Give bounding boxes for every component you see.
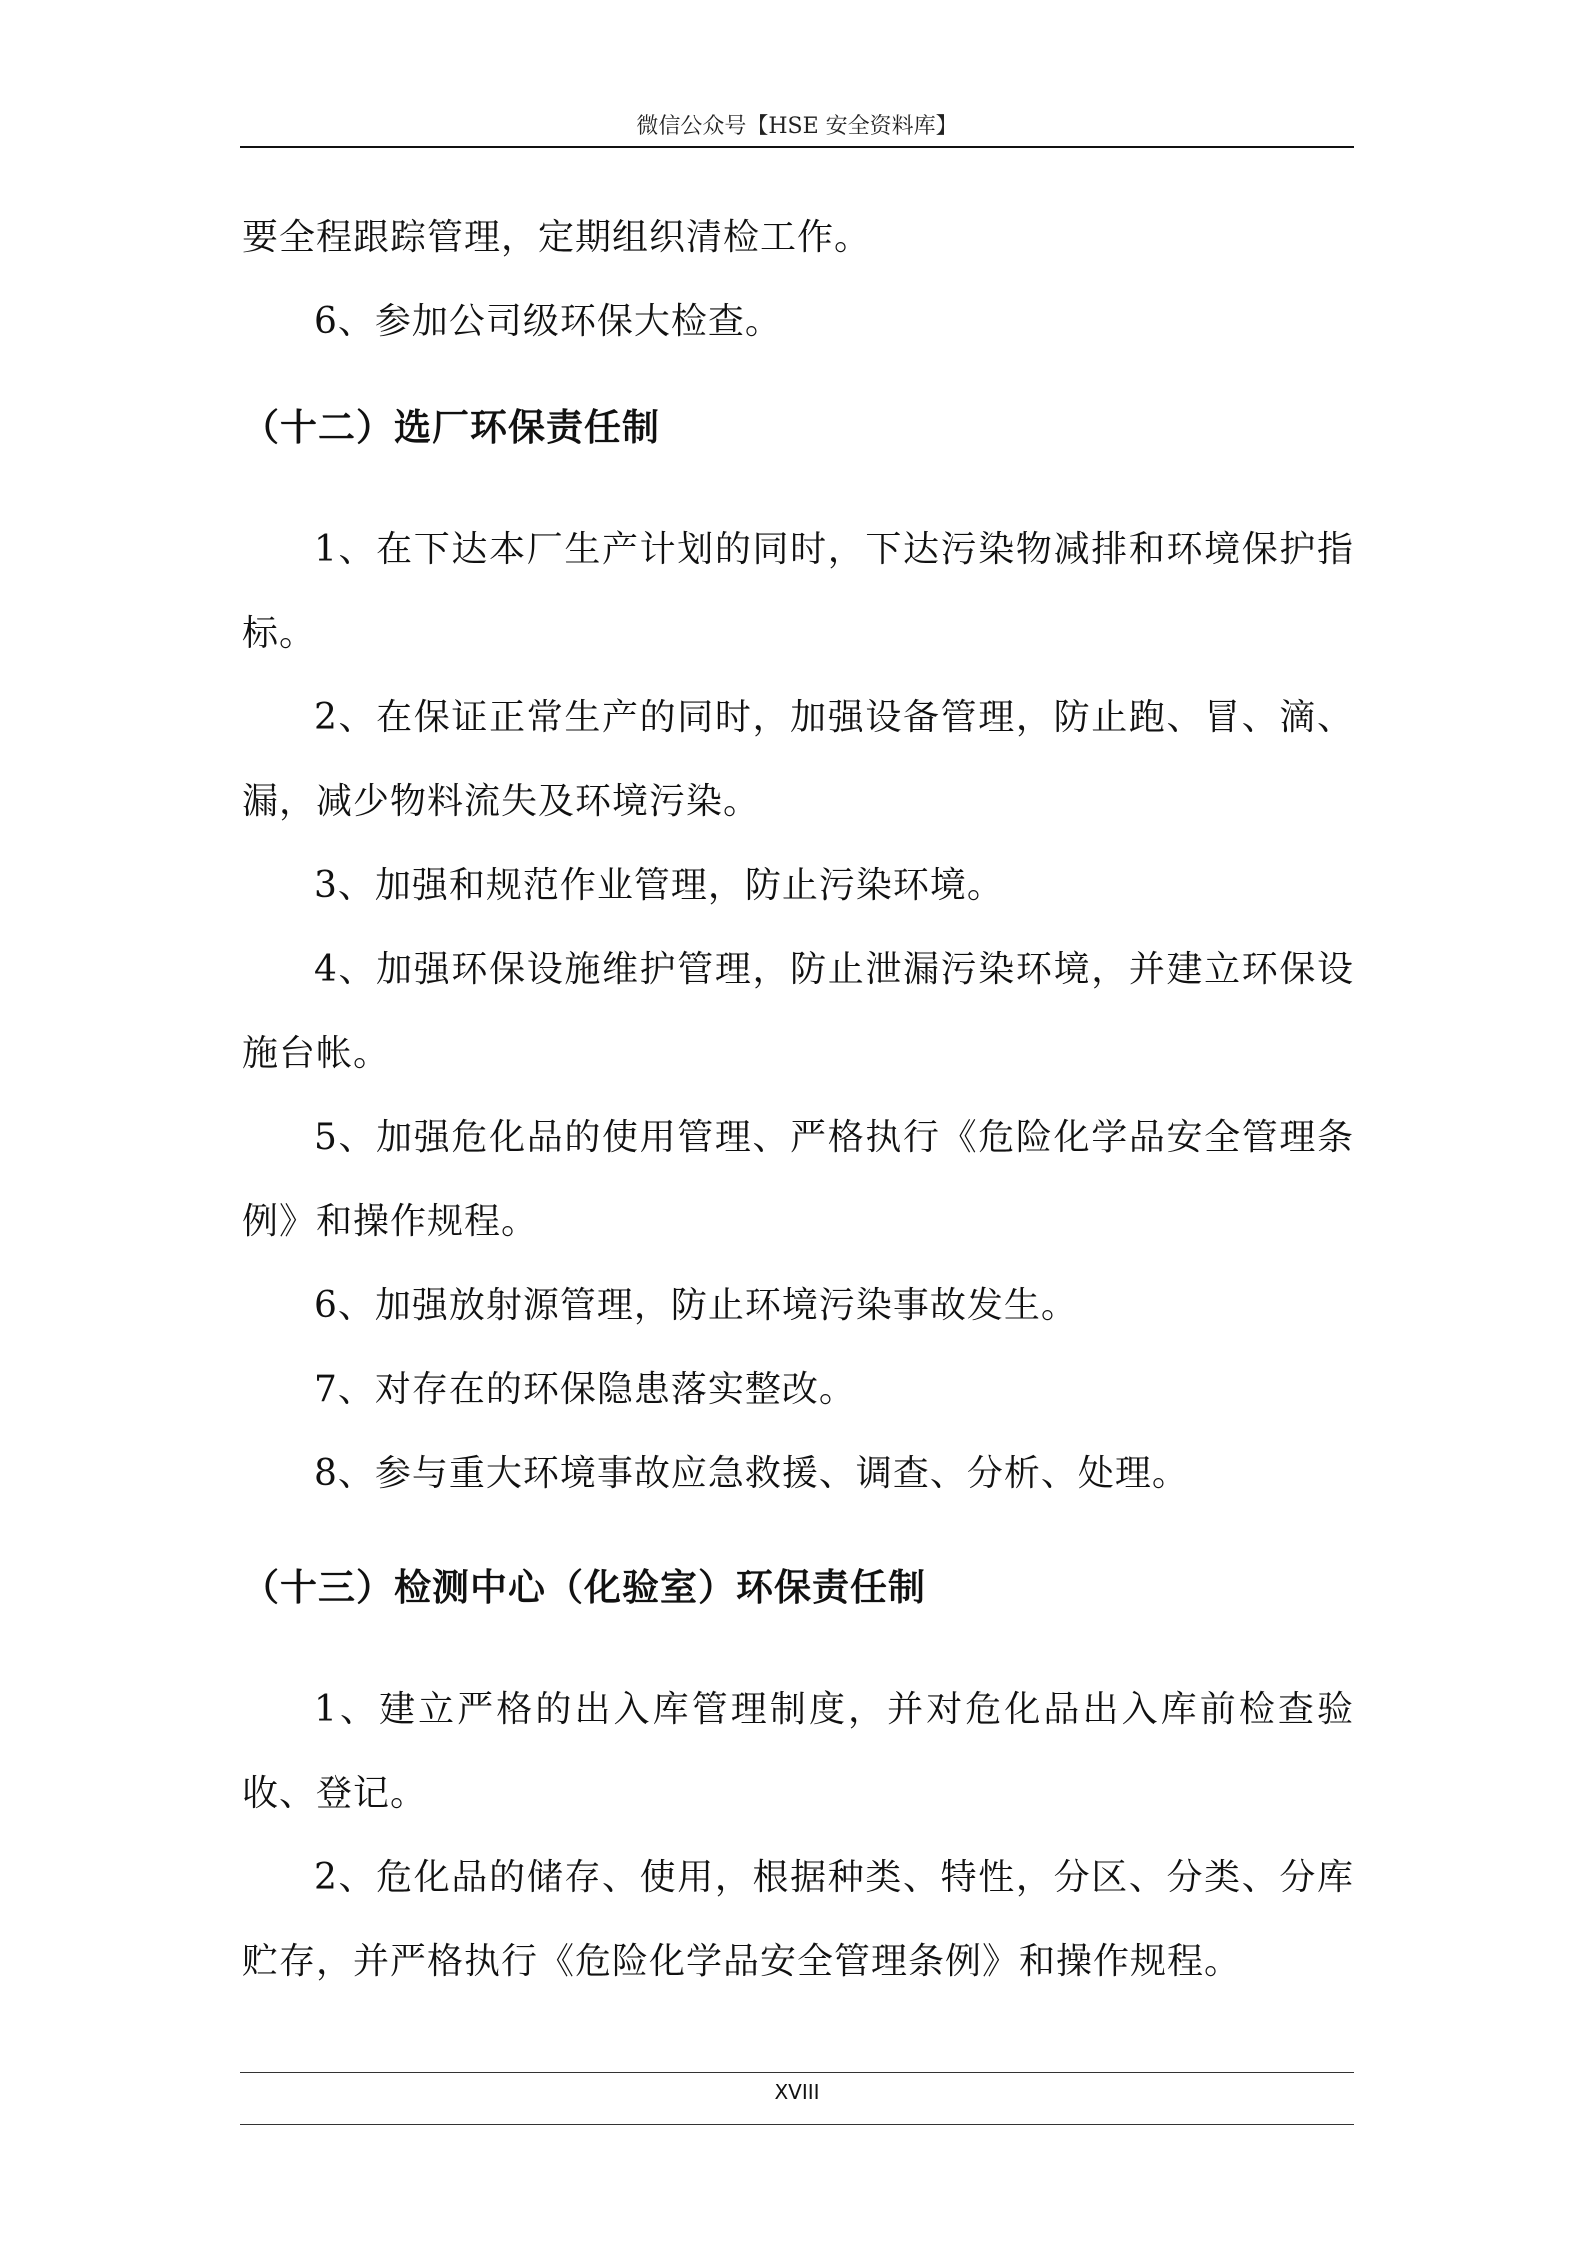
document-body: [242, 196, 1354, 2004]
list-item: 1、在下达本厂生产计划的同时，下达污染物减排和环境保护指标。: [242, 529, 1354, 654]
list-item: 8、参与重大环境事故应急救援、调查、分析、处理。: [314, 1453, 1189, 1494]
paragraph: 6、参加公司级环保大检查。: [314, 301, 782, 342]
footer-divider-top: [240, 2072, 1354, 2073]
list-item: 2、在保证正常生产的同时，加强设备管理，防止跑、冒、滴、漏，减少物料流失及环境污染。: [242, 697, 1354, 822]
paragraph-continuation: 要全程跟踪管理，定期组织清检工作。: [242, 217, 872, 258]
header-divider: [240, 146, 1354, 148]
list-item: 5、加强危化品的使用管理、严格执行《危险化学品安全管理条例》和操作规程。: [242, 1117, 1354, 1242]
list-item: 6、加强放射源管理，防止环境污染事故发生。: [314, 1285, 1078, 1326]
list-item: 1、建立严格的出入库管理制度，并对危化品出入库前检查验收、登记。: [242, 1689, 1354, 1814]
page-number: XVIII: [774, 2080, 820, 2104]
section-heading-13: （十三）检测中心（化验室）环保责任制: [242, 1566, 926, 1609]
page-header-title: 微信公众号【HSE 安全资料库】: [636, 114, 958, 139]
list-item: 4、加强环保设施维护管理，防止泄漏污染环境，并建立环保设施台帐。: [242, 949, 1354, 1074]
list-item: 2、危化品的储存、使用，根据种类、特性，分区、分类、分库贮存，并严格执行《危险化学品安全管理条例》和操作规程。: [242, 1857, 1354, 1982]
list-item: 3、加强和规范作业管理，防止污染环境。: [314, 865, 1004, 906]
list-item: 7、对存在的环保隐患落实整改。: [314, 1369, 856, 1410]
footer-divider-bottom: [240, 2124, 1354, 2125]
section-heading-12: （十二）选厂环保责任制: [242, 406, 660, 449]
